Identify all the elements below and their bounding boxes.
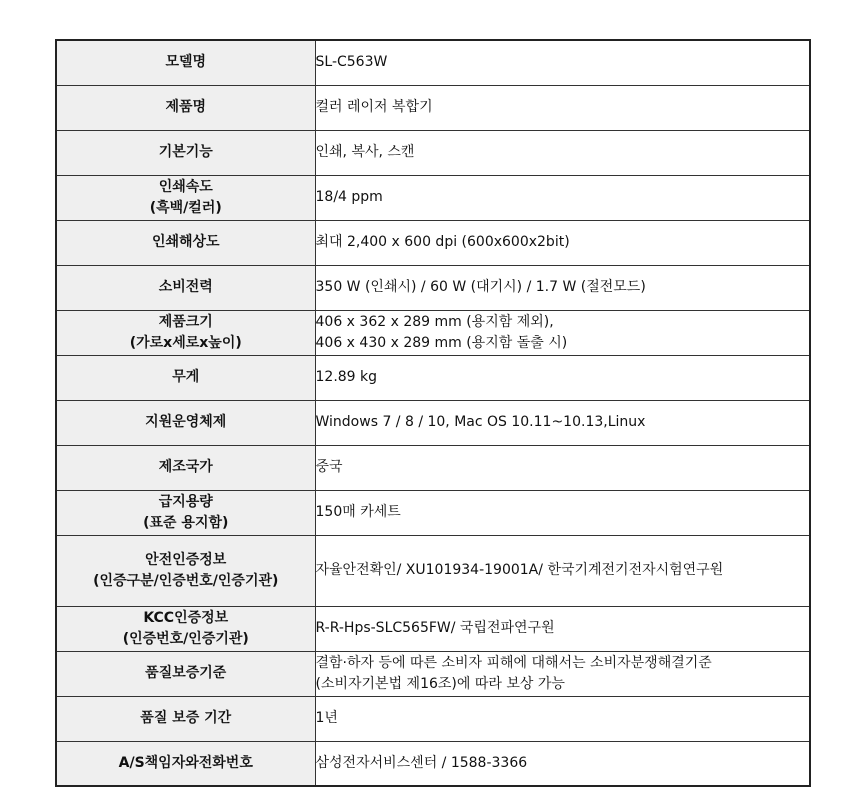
spec-value: 결함·하자 등에 따른 소비자 피해에 대해서는 소비자분쟁해결기준 [315,654,712,671]
spec-value: Windows 7 / 8 / 10, Mac OS 10.11~10.13,Linux [315,414,646,430]
spec-label: 인쇄해상도 [151,234,220,250]
spec-value: 컬러 레이저 복합기 [315,99,433,115]
spec-row [56,445,810,490]
spec-label: 인쇄속도 [158,178,213,195]
spec-label-cell [56,175,315,220]
spec-row [56,606,810,651]
spec-value-cell [315,130,810,175]
spec-row [56,400,810,445]
spec-row [56,175,810,220]
spec-row [56,40,810,85]
spec-label: 품질보증기준 [145,665,227,681]
spec-value-cell [315,220,810,265]
spec-value: 삼성전자서비스센터 / 1588-3366 [315,754,528,771]
spec-value: 최대 2,400 x 600 dpi (600x600x2bit) [315,234,570,250]
spec-value-cell [315,696,810,741]
spec-label: 소비전력 [158,279,213,295]
spec-label: (흑백/컬러) [149,199,222,216]
spec-label-cell [56,85,315,130]
spec-value: 자율안전확인/ XU101934-19001A/ 한국기계전기전자시험연구원 [315,562,724,578]
spec-value-cell [315,535,810,606]
spec-value-cell [315,85,810,130]
spec-value: 150매 카세트 [315,504,401,520]
spec-value: 중국 [315,459,343,475]
spec-label: (가로x세로x높이) [129,334,242,351]
spec-label: (표준 용지함) [143,514,229,531]
spec-label: (인증구분/인증번호/인증기관) [93,572,279,589]
spec-label-cell [56,40,315,85]
spec-label-cell [56,130,315,175]
spec-label: A/S책임자와전화번호 [118,754,253,771]
spec-label: 안전인증정보 [145,551,227,568]
spec-row [56,741,810,786]
spec-row [56,490,810,535]
spec-label-cell [56,741,315,786]
spec-label: 급지용량 [158,493,213,510]
spec-label: KCC인증정보 [143,609,229,626]
spec-value-cell [315,40,810,85]
spec-label: (인증번호/인증기관) [122,630,249,647]
spec-value: 18/4 ppm [315,189,383,205]
spec-value-cell [315,651,810,696]
spec-label-cell [56,696,315,741]
spec-value: 1년 [315,710,338,726]
spec-label-cell [56,606,315,651]
spec-value-cell [315,310,810,355]
spec-label-cell [56,265,315,310]
spec-value-cell [315,175,810,220]
spec-value: (소비자기본법 제16조)에 따라 보상 가능 [315,675,565,692]
spec-value: R-R-Hps-SLC565FW/ 국립전파연구원 [315,620,555,636]
spec-value-cell [315,490,810,535]
spec-label-cell [56,310,315,355]
spec-label: 제조국가 [158,459,213,475]
spec-value: 350 W (인쇄시) / 60 W (대기시) / 1.7 W (절전모드) [315,279,646,295]
spec-label-cell [56,355,315,400]
spec-label-cell [56,220,315,265]
spec-value-cell [315,741,810,786]
spec-label-cell [56,651,315,696]
spec-label: 모델명 [165,54,207,71]
spec-row [56,130,810,175]
spec-value: 406 x 362 x 289 mm (용지함 제외), [315,313,554,330]
spec-label: 기본기능 [158,144,213,160]
spec-row [56,651,810,696]
spec-label: 제품명 [165,99,207,115]
spec-label: 지원운영체제 [145,414,227,430]
spec-value: 406 x 430 x 289 mm (용지함 돌출 시) [315,334,568,351]
spec-label: 품질 보증 기간 [140,710,232,726]
spec-row [56,85,810,130]
spec-label-cell [56,535,315,606]
spec-value-cell [315,606,810,651]
spec-label-cell [56,490,315,535]
spec-value: 12.89 kg [315,369,378,385]
spec-row [56,220,810,265]
spec-value-cell [315,445,810,490]
spec-row [56,355,810,400]
spec-row [56,265,810,310]
spec-value: 인쇄, 복사, 스캔 [315,144,415,160]
spec-table [55,39,811,787]
spec-row [56,310,810,355]
spec-value-cell [315,355,810,400]
spec-value-cell [315,400,810,445]
spec-label: 제품크기 [158,313,213,330]
spec-label-cell [56,445,315,490]
spec-value-cell [315,265,810,310]
spec-label-cell [56,400,315,445]
spec-row [56,535,810,606]
spec-row [56,696,810,741]
spec-table-body [56,40,810,786]
spec-value: SL-C563W [315,54,388,71]
spec-label: 무게 [172,369,200,385]
